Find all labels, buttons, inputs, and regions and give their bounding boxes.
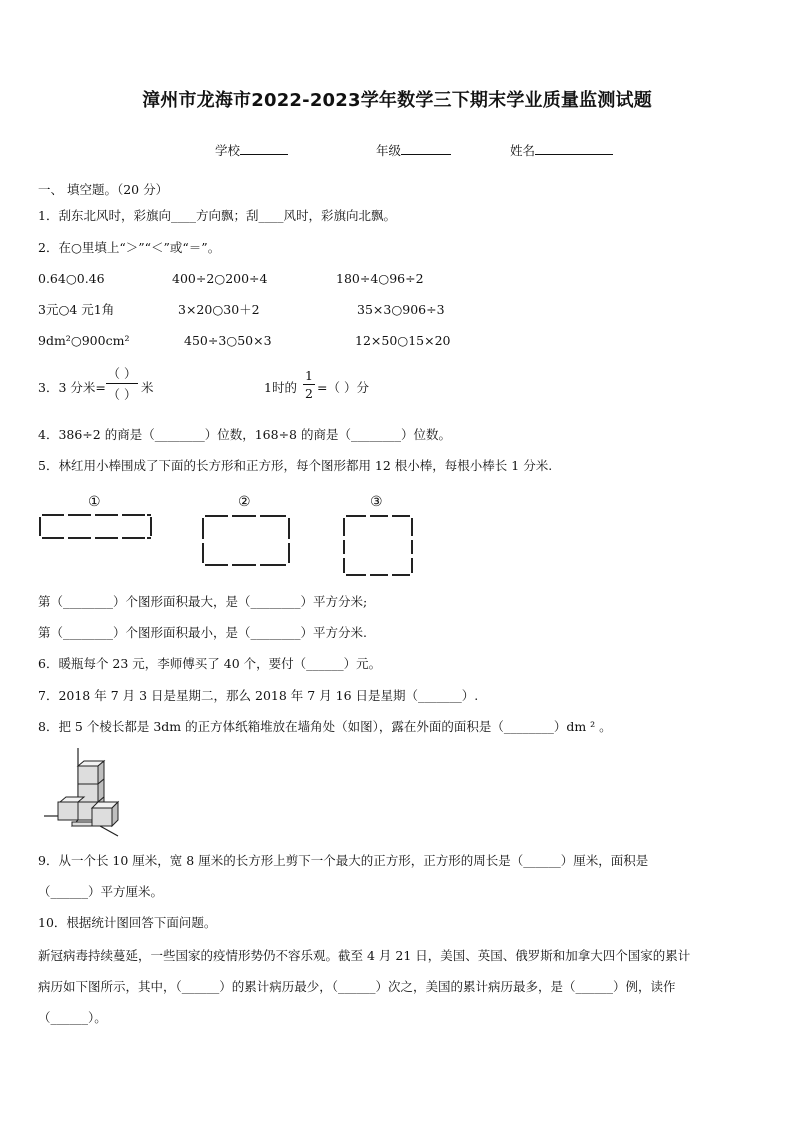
square-figure-3: [344, 516, 412, 575]
fraction-numerator[interactable]: （ ）: [107, 366, 137, 381]
question-5a: 第（________）个图形面积最大，是（________）平方分米;: [38, 594, 368, 609]
compare-item: 450÷3○50×3: [184, 333, 272, 348]
compare-item: 35×3○906÷3: [357, 302, 445, 317]
question-4: 4．386÷2 的商是（________）位数，168÷8 的商是（________）位数。: [38, 427, 451, 442]
compare-item: 400÷2○200÷4: [172, 271, 268, 286]
grade-field: [376, 141, 451, 159]
school-blank[interactable]: [240, 142, 288, 155]
compare-item: 3元○4 元1角: [38, 302, 115, 317]
question-8: 8．把 5 个棱长都是 3dm 的正方体纸箱堆放在墙角处（如图），露在外面的面积是（________）dm ² 。: [38, 719, 612, 734]
page-title: 漳州市龙海市2022-2023学年数学三下期末学业质量监测试题: [142, 90, 652, 111]
compare-item: 12×50○15×20: [355, 333, 451, 348]
question-10-paragraph-line: 病历如下图所示，其中，（______）的累计病历最少，（______）次之，美国的累计病历最多，是（______）例，读作: [38, 979, 676, 994]
figure-label: ①: [88, 494, 101, 510]
question-10: 10．根据统计图回答下面问题。: [38, 915, 217, 930]
figure-label: ②: [238, 494, 251, 510]
question-9-line2: （______）平方厘米。: [38, 884, 164, 899]
compare-item: 9dm²○900cm²: [38, 333, 130, 348]
question-5b: 第（________）个图形面积最小，是（________）平方分米.: [38, 625, 367, 640]
question-10-paragraph-line: （______）。: [38, 1010, 107, 1025]
fraction-blank: [106, 364, 138, 403]
question-10-paragraph-line: 新冠病毒持续蔓延，一些国家的疫情形势仍不容乐观。截至 4 月 21 日，美国、英国、俄罗斯和加拿大四个国家的累计: [38, 948, 691, 963]
fraction-half: [303, 368, 315, 401]
stacked-boxes-figure: [40, 748, 130, 840]
school-field: [215, 141, 288, 159]
fraction-denominator[interactable]: （ ）: [106, 383, 138, 403]
question-7: 7．2018 年 7 月 3 日是星期二，那么 2018 年 7 月 16 日是星期（_______）.: [38, 688, 479, 703]
compare-item: 180÷4○96÷2: [336, 271, 424, 286]
question-2: 2．在○里填上“＞”“＜”或“＝”。: [38, 240, 221, 255]
question-3b-prefix: 1时的: [264, 380, 297, 395]
section-heading: 一、 填空题。（20 分）: [38, 182, 169, 197]
name-blank[interactable]: [535, 142, 613, 155]
question-5: 5．林红用小棒围成了下面的长方形和正方形，每个图形都用 12 根小棒，每根小棒长 1 分米.: [38, 458, 553, 473]
question-1: 1．刮东北风时，彩旗向____方向飘；刮____风时，彩旗向北飘。: [38, 208, 396, 223]
rectangle-figure-2: [203, 516, 289, 565]
grade-blank[interactable]: [401, 142, 451, 155]
fraction-denominator: 2: [303, 384, 315, 401]
question-3b-suffix: =（ ）分: [317, 380, 369, 395]
name-field: [510, 141, 613, 159]
school-label: 学校: [215, 143, 241, 158]
compare-item: 0.64○0.46: [38, 271, 105, 286]
compare-item: 3×20○30＋2: [178, 302, 260, 317]
question-3a-prefix: 3．3 分米=: [38, 380, 106, 395]
fraction-numerator: 1: [305, 368, 313, 383]
question-3a-suffix: 米: [141, 380, 154, 395]
rectangle-figure-1: [40, 515, 151, 538]
grade-label: 年级: [376, 143, 402, 158]
stick-figures: [30, 505, 430, 585]
name-label: 姓名: [510, 143, 536, 158]
figure-label: ③: [370, 494, 383, 510]
question-6: 6．暖瓶每个 23 元，李师傅买了 40 个，要付（______）元。: [38, 656, 382, 671]
question-9-line1: 9．从一个长 10 厘米，宽 8 厘米的长方形上剪下一个最大的正方形，正方形的周长是（______）厘米，面积是: [38, 853, 649, 868]
